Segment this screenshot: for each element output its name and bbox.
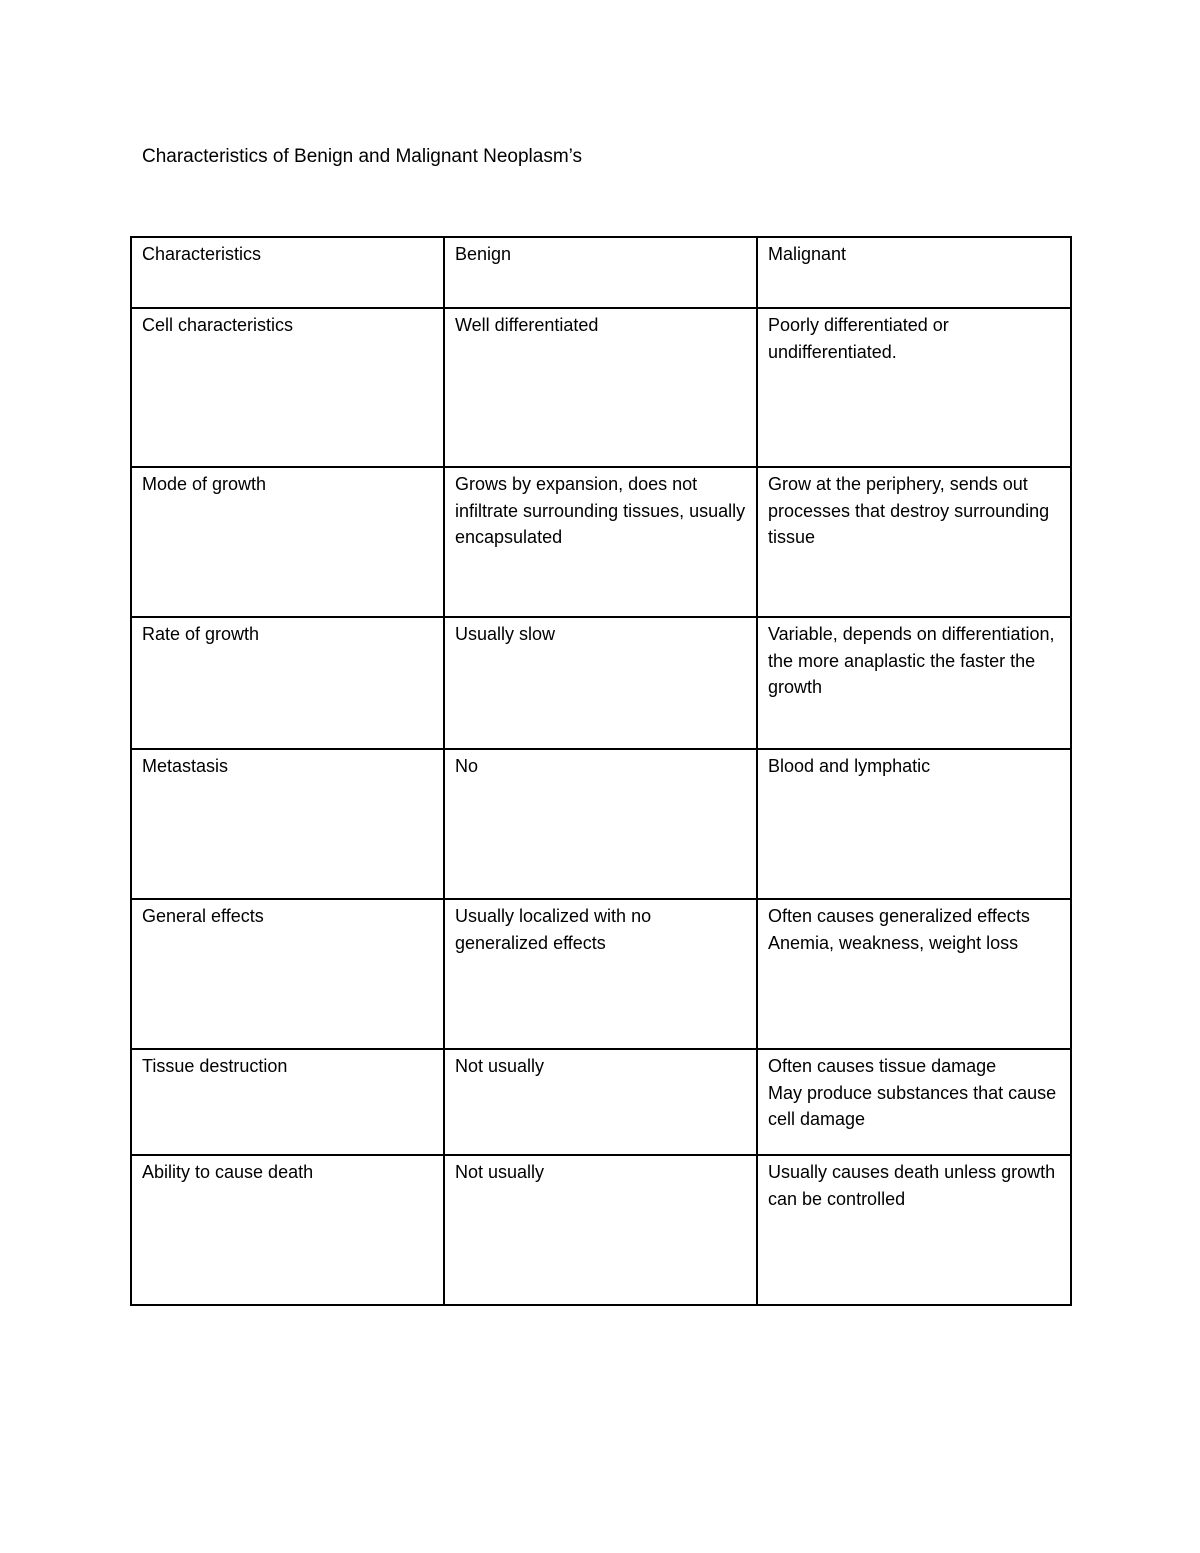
- comparison-table: [130, 236, 1072, 1306]
- row-label: Metastasis: [142, 756, 229, 776]
- benign-value: Grows by expansion, does not infiltrate surrounding tissues, usually encapsulated: [455, 474, 746, 547]
- table-cell: [757, 1049, 1071, 1155]
- header-benign: Benign: [455, 244, 512, 264]
- row-label: General effects: [142, 906, 264, 926]
- benign-value: Not usually: [455, 1056, 545, 1076]
- table-row: [131, 749, 1071, 899]
- table-cell: [444, 308, 757, 467]
- table-cell: [757, 749, 1071, 899]
- malignant-value: Often causes generalized effects Anemia, weakness, weight loss: [768, 906, 1030, 953]
- benign-value: Usually localized with no generalized effects: [455, 906, 652, 953]
- table-row: [131, 467, 1071, 617]
- benign-value: No: [455, 756, 479, 776]
- table-row: [131, 617, 1071, 749]
- table-cell: [444, 467, 757, 617]
- row-label: Mode of growth: [142, 474, 267, 494]
- row-label: Tissue destruction: [142, 1056, 288, 1076]
- malignant-value: Usually causes death unless growth can be controlled: [768, 1162, 1056, 1209]
- malignant-value: Poorly differentiated or undifferentiated.: [768, 315, 949, 362]
- table-cell: [757, 899, 1071, 1049]
- benign-value: Usually slow: [455, 624, 556, 644]
- header-cell: [757, 237, 1071, 308]
- malignant-value: Grow at the periphery, sends out processes that destroy surrounding tissue: [768, 474, 1050, 547]
- table-cell: [131, 899, 444, 1049]
- header-characteristics: Characteristics: [142, 244, 262, 264]
- header-malignant: Malignant: [768, 244, 847, 264]
- table-cell: [757, 467, 1071, 617]
- row-label: Rate of growth: [142, 624, 260, 644]
- table-cell: [444, 899, 757, 1049]
- table-cell: [757, 1155, 1071, 1305]
- benign-value: Not usually: [455, 1162, 545, 1182]
- table-cell: [131, 308, 444, 467]
- table-cell: [444, 749, 757, 899]
- table-cell: [757, 308, 1071, 467]
- malignant-value: Blood and lymphatic: [768, 756, 931, 776]
- malignant-value: Often causes tissue damage May produce substances that cause cell damage: [768, 1056, 1057, 1129]
- table-row: [131, 899, 1071, 1049]
- header-cell: [131, 237, 444, 308]
- table-cell: [757, 617, 1071, 749]
- table-cell: [131, 467, 444, 617]
- table-cell: [131, 1049, 444, 1155]
- table-cell: [444, 617, 757, 749]
- table-cell: [131, 1155, 444, 1305]
- table-cell: [131, 749, 444, 899]
- table-row: [131, 1155, 1071, 1305]
- page-title: Characteristics of Benign and Malignant Neoplasm’s: [142, 146, 583, 167]
- row-label: Cell characteristics: [142, 315, 294, 335]
- table-cell: [444, 1155, 757, 1305]
- table-header-row: [131, 237, 1071, 308]
- table-row: [131, 308, 1071, 467]
- table-cell: [444, 1049, 757, 1155]
- table-row: [131, 1049, 1071, 1155]
- benign-value: Well differentiated: [455, 315, 599, 335]
- header-cell: [444, 237, 757, 308]
- table-cell: [131, 617, 444, 749]
- malignant-value: Variable, depends on differentiation, the more anaplastic the faster the growth: [768, 624, 1055, 697]
- row-label: Ability to cause death: [142, 1162, 314, 1182]
